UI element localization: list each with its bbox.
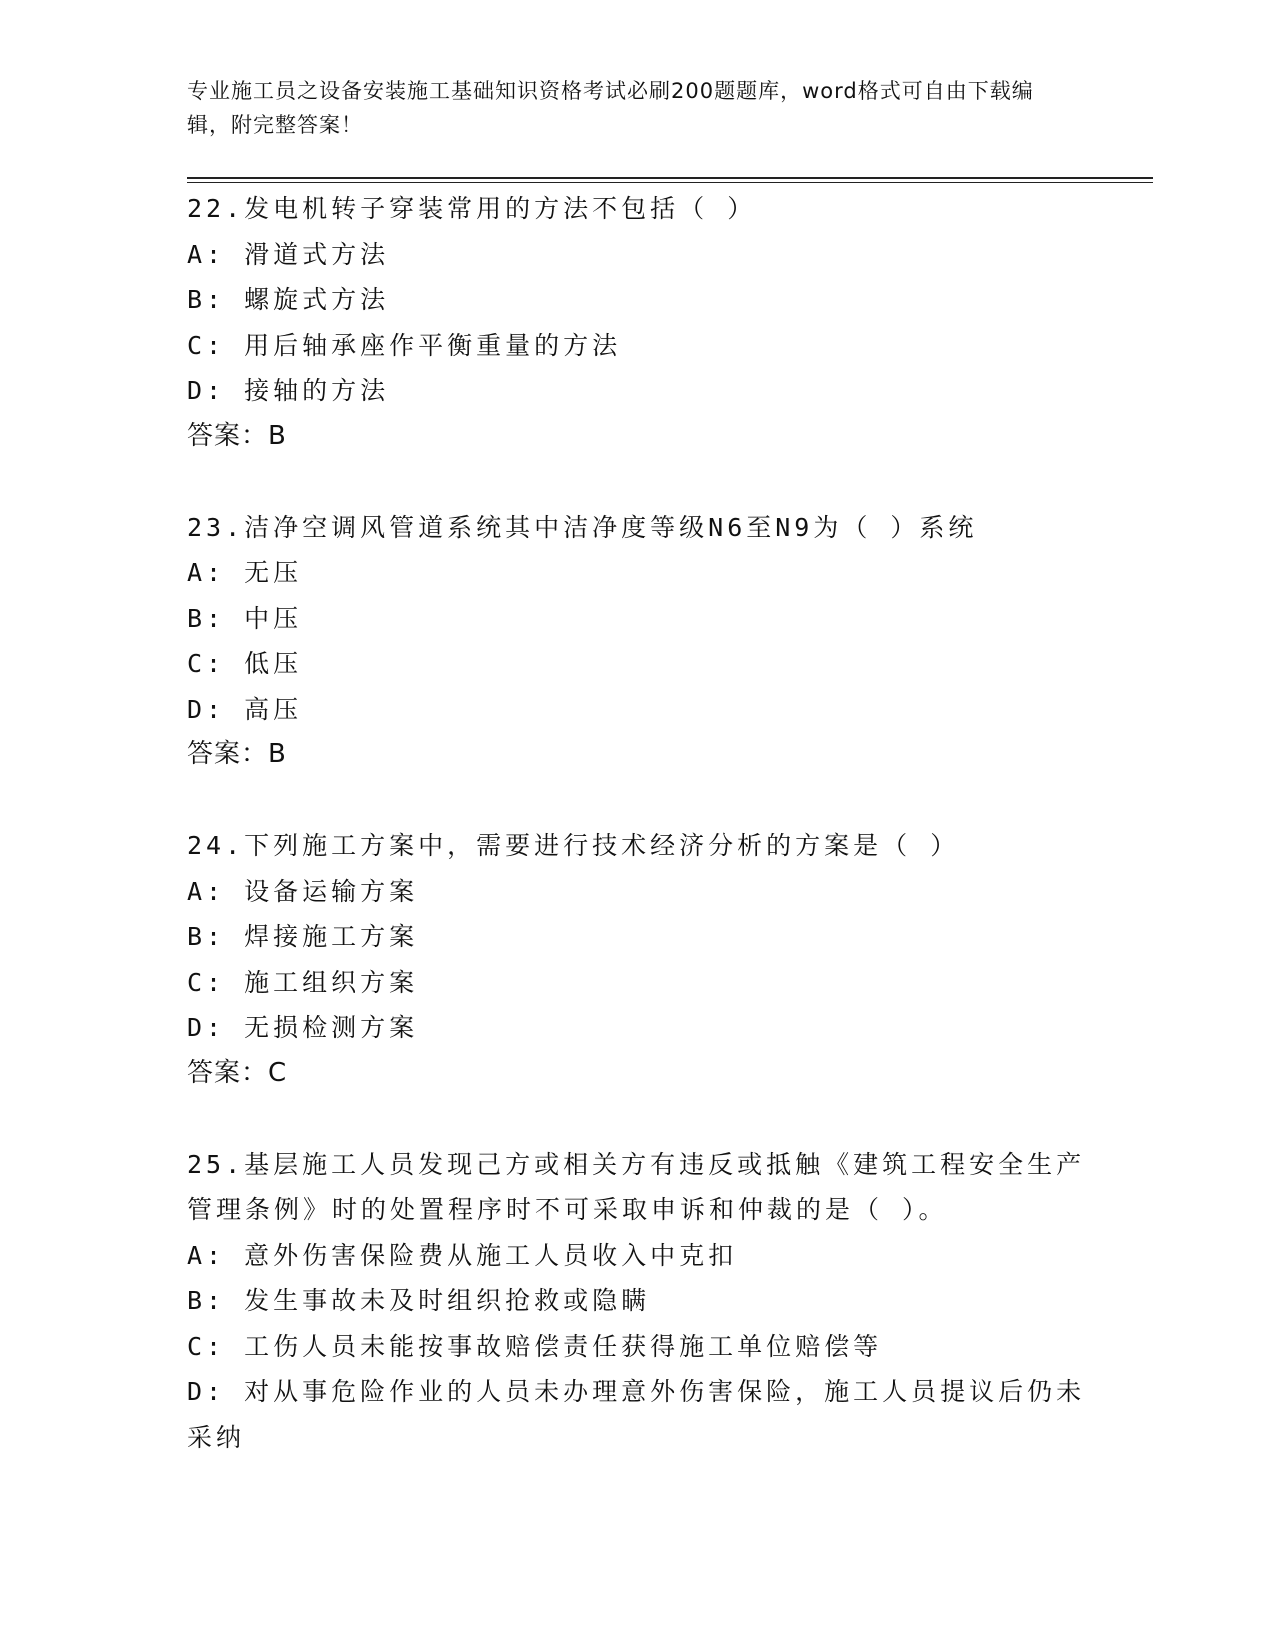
option-c: C: 用后轴承座作平衡重量的方法 [187, 330, 622, 360]
question-list [187, 186, 1087, 1506]
question-24 [187, 823, 1087, 1096]
question-22 [187, 186, 1087, 459]
option-b: B: 中压 [187, 603, 303, 633]
answer-label: 答案： [187, 420, 269, 451]
answer-value: C [268, 1057, 288, 1088]
answer-line [187, 732, 1087, 777]
question-25 [187, 1142, 1087, 1461]
header-rule-thin [187, 182, 1153, 183]
answer-label: 答案： [187, 739, 269, 769]
answer-label: 答案： [187, 1057, 269, 1088]
answer-line [187, 414, 1087, 459]
option-a: A: 滑道式方法 [187, 239, 390, 269]
option-c: C: 施工组织方案 [187, 967, 419, 997]
option-c: C: 工伤人员未能按事故赔偿责任获得施工单位赔偿等 [187, 1331, 883, 1361]
option-b: B: 焊接施工方案 [187, 922, 419, 951]
answer-value: B [268, 420, 287, 451]
option-c: C: 低压 [187, 649, 303, 678]
option-d: D: 接轴的方法 [187, 376, 390, 405]
header-rule-thick [187, 177, 1153, 179]
document-header: 专业施工员之设备安装施工基础知识资格考试必刷200题题库，word格式可自由下载编辑，附完整答案！ [187, 79, 1034, 137]
option-d: D: 对从事危险作业的人员未办理意外伤害保险，施工人员提议后仍未采纳 [187, 1377, 1086, 1452]
option-d: D: 无损检测方案 [187, 1013, 419, 1042]
option-a: A: 意外伤害保险费从施工人员收入中克扣 [187, 1240, 738, 1270]
option-a: A: 无压 [187, 558, 303, 587]
question-23 [187, 505, 1087, 778]
option-a: A: 设备运输方案 [187, 876, 419, 906]
option-b: B: 发生事故未及时组织抢救或隐瞒 [187, 1286, 651, 1315]
question-stem: 24.下列施工方案中，需要进行技术经济分析的方案是（ ） [187, 831, 960, 860]
answer-value: B [268, 739, 287, 769]
option-b: B: 螺旋式方法 [187, 285, 390, 314]
option-d: D: 高压 [187, 694, 303, 724]
question-stem: 23.洁净空调风管道系统其中洁净度等级N6至N9为（ ）系统 [187, 512, 978, 542]
answer-line [187, 1051, 1087, 1096]
question-stem: 25.基层施工人员发现己方或相关方有违反或抵触《建筑工程安全生产管理条例》时的处置程序时不可采取申诉和仲裁的是（ ）。 [187, 1149, 1086, 1224]
question-stem: 22.发电机转子穿装常用的方法不包括（ ） [187, 194, 757, 223]
